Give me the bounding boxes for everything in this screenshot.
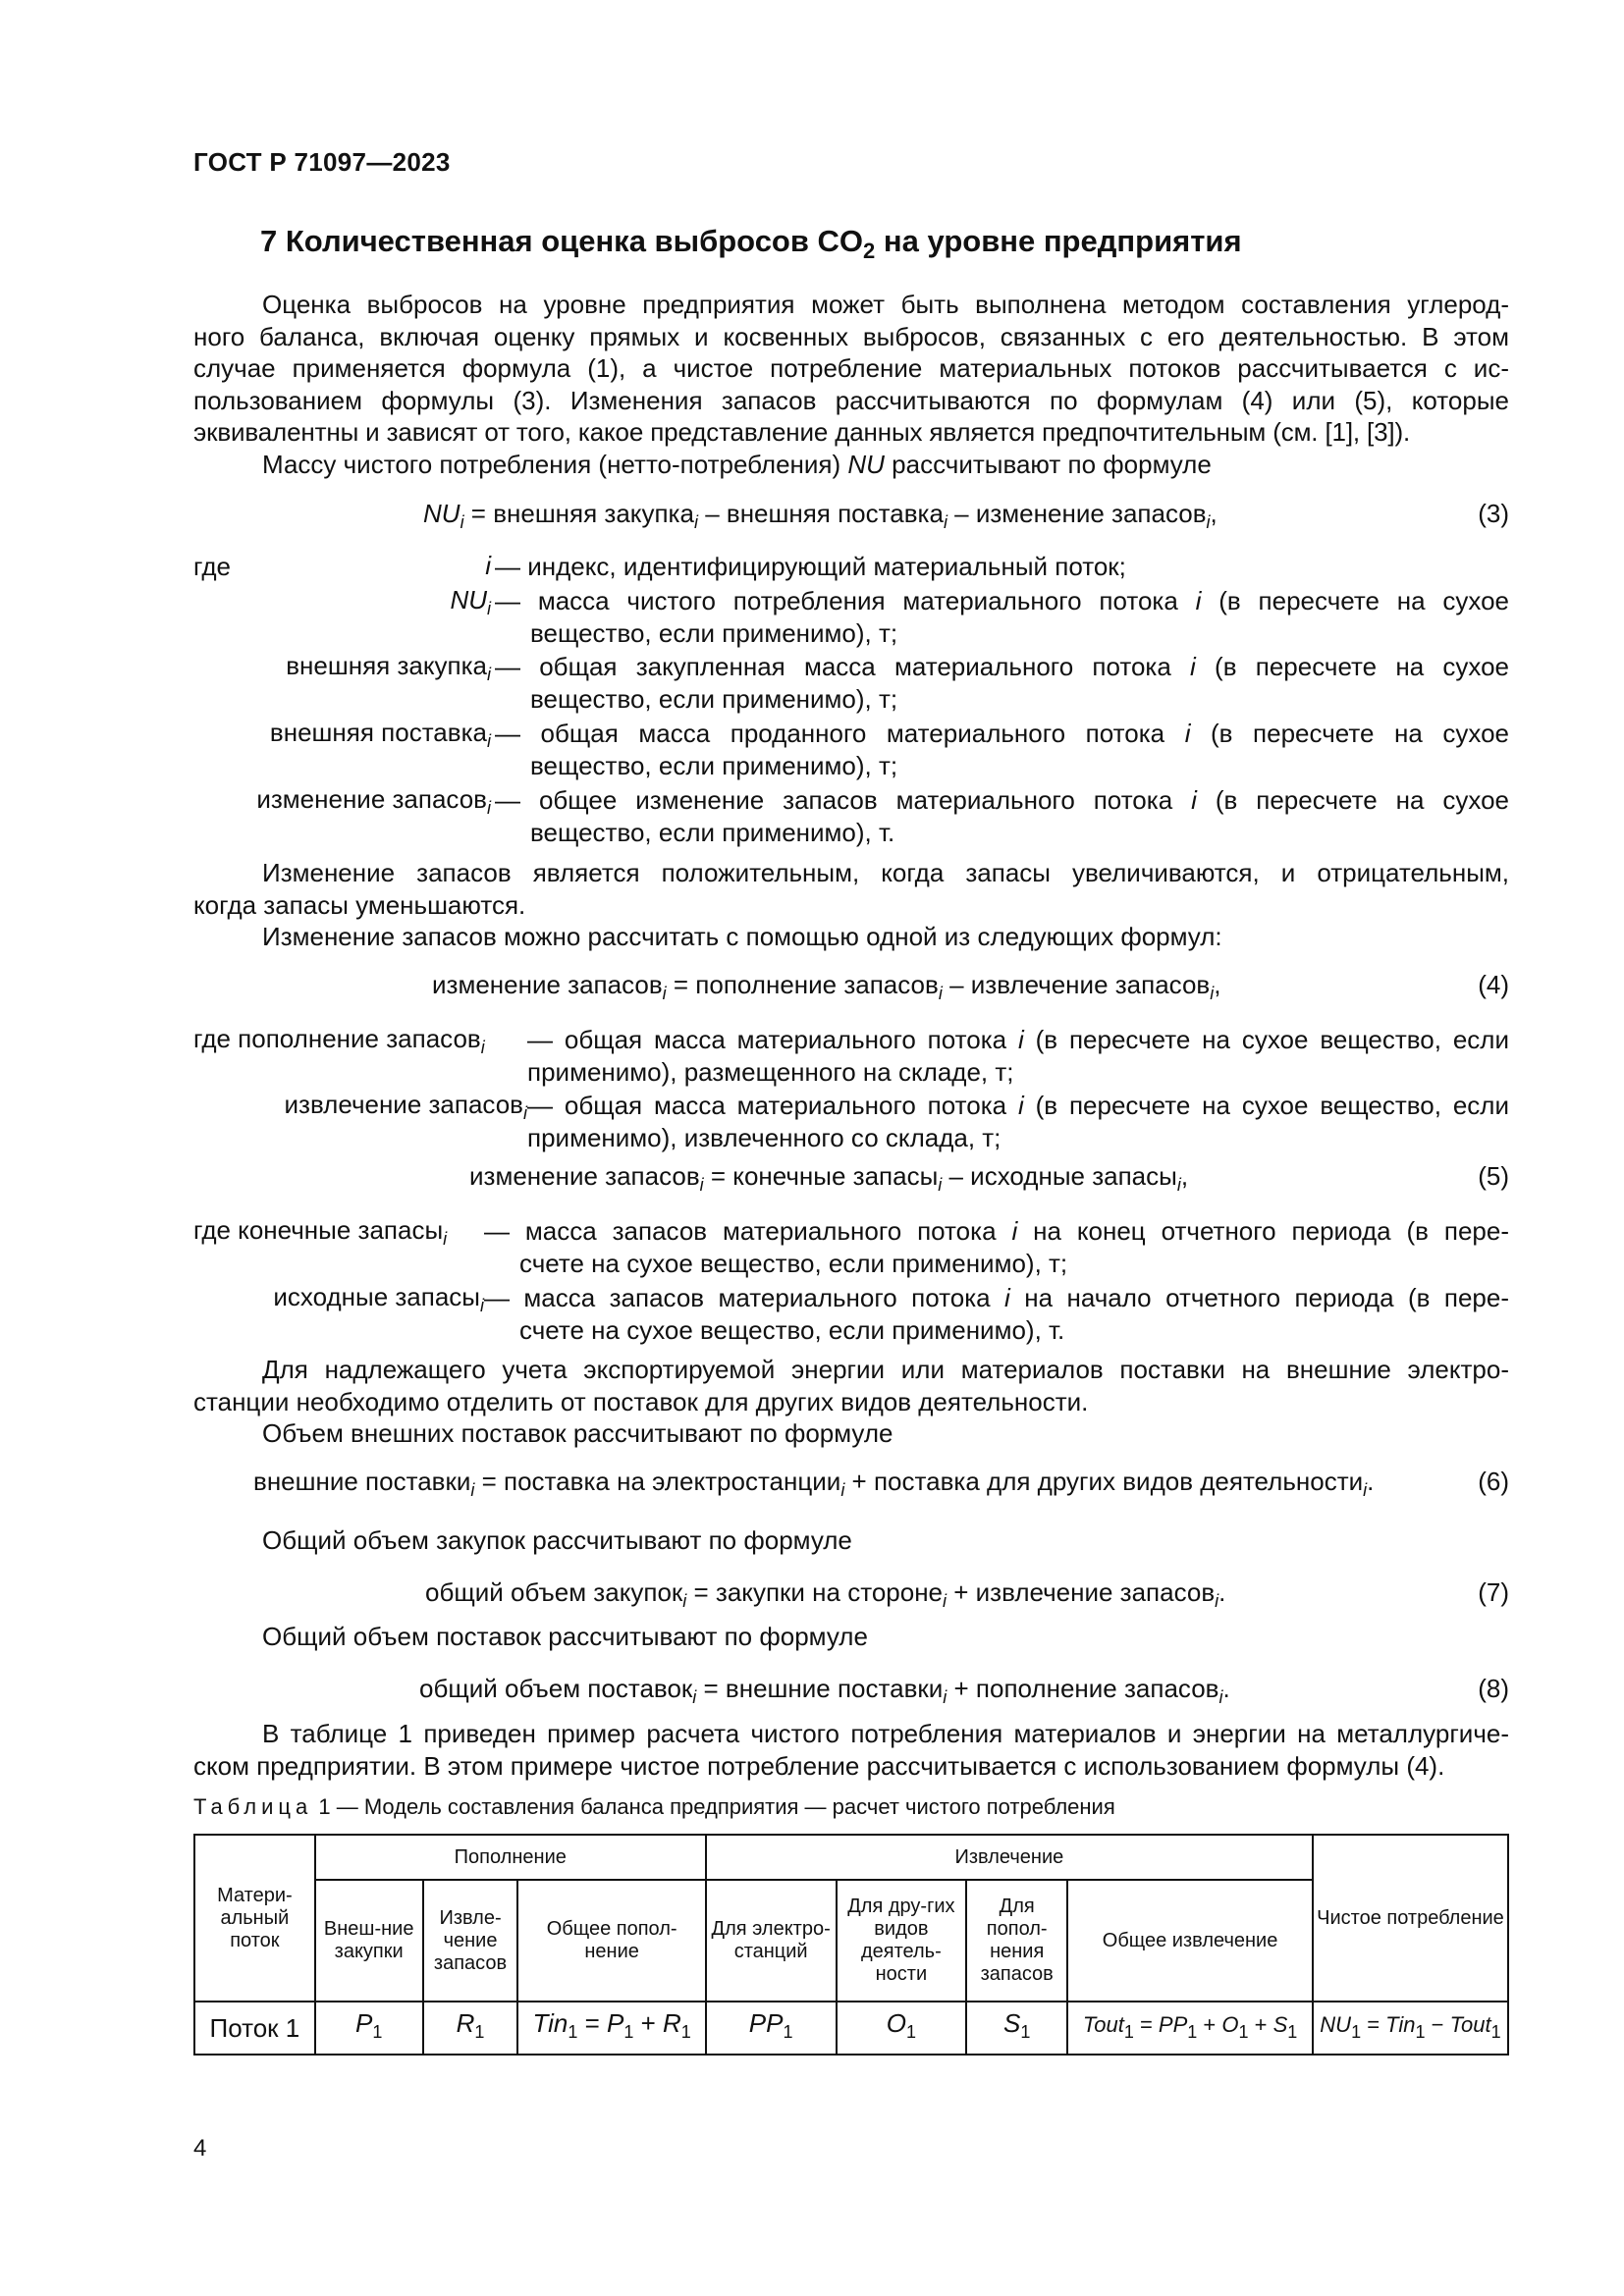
sub-i: i (692, 1687, 697, 1707)
formula-3-number: (3) (1478, 499, 1509, 528)
sym: Tin (532, 2008, 568, 2038)
sub-i: i (943, 1591, 947, 1611)
sub-i: i (682, 1591, 687, 1611)
title-main: 7 Количественная оценка выбросов CO (260, 224, 864, 258)
text: = поставка на электростанции (474, 1467, 841, 1496)
line: станции необходимо отделить от поставок для других видов деятельности. (193, 1386, 1089, 1416)
line (484, 1282, 1509, 1314)
text: — масса запасов материального потока (484, 1216, 1012, 1246)
sym: PP (1158, 2011, 1188, 2037)
sub-i: i (699, 1175, 704, 1195)
text: счете на сухое вещество, если применимо), т. (519, 1314, 1065, 1345)
term: где пополнение запасов (193, 1024, 481, 1053)
line: В таблице 1 приведен пример расчета чистого потребления материалов и энергии на металлургиче- (262, 1719, 1509, 1748)
cell-nu1: $NU_1 = Tin_1$ − Tout$_1$ (1313, 2002, 1508, 2055)
sym: R (456, 2008, 475, 2038)
formula-3 (423, 499, 1218, 533)
term: извлечение запасов (284, 1090, 523, 1119)
sub-i: i (693, 512, 698, 532)
sym: P (607, 2008, 624, 2038)
sub: 1 (474, 2022, 485, 2042)
intro-line: пользованием формулы (3). Изменения запасов рассчитываются по формулам (4) или (5), которые (193, 385, 1509, 415)
text: . (1367, 1467, 1375, 1496)
text: вещество, если применимо), т; (530, 683, 898, 714)
text: внешние поставки (253, 1467, 471, 1496)
sub: 1 (1187, 2021, 1198, 2042)
text: — масса чистого потребления материального потока (495, 586, 1196, 615)
def-term (485, 551, 491, 581)
stock-change-paragraph (193, 857, 1509, 953)
sub-i: i (487, 665, 491, 684)
intro-paragraph (193, 289, 1509, 480)
header-replenishment: Пополнение (315, 1835, 706, 1880)
caption-text: 1 — Модель составления баланса предприятия — расчет чистого потребления (312, 1794, 1115, 1819)
sub: 1 (905, 2022, 916, 2042)
text: — масса запасов материального потока (484, 1283, 1005, 1312)
line (495, 585, 1509, 617)
title-end: на уровне предприятия (875, 224, 1242, 258)
header-for-restocking: Для попол-нения запасов (966, 1880, 1067, 2002)
cell-o1 (837, 2002, 967, 2055)
text: = закупки на стороне (686, 1577, 944, 1607)
text: , (1210, 499, 1218, 528)
sub-i: i (840, 1480, 845, 1500)
text: вещество, если применимо), т. (530, 817, 895, 847)
text: применимо), размещенного на складе, т; (527, 1056, 1014, 1087)
def-term (286, 651, 491, 685)
text: – исходные запасы (942, 1161, 1177, 1191)
intro-line: ного баланса, включая оценку прямых и косвенных выбросов, связанных с его деятельностью. В этом (193, 321, 1509, 351)
sub-i: i (938, 1175, 943, 1195)
sub-i: i (662, 984, 667, 1003)
sub-i: i (943, 1687, 947, 1707)
i: i (1004, 1283, 1010, 1312)
def-term (450, 585, 491, 619)
sub-i: i (1218, 1687, 1223, 1707)
sub: 1 (623, 2022, 634, 2042)
def-term (193, 1024, 485, 1058)
text: — общая масса материального потока (527, 1025, 1018, 1054)
balance-table (193, 1834, 1509, 2056)
table-subheader-row (194, 1880, 1508, 2002)
nu-intro-line (193, 449, 1509, 481)
text: . (1222, 1674, 1230, 1703)
text: – изменение запасов (947, 499, 1207, 528)
text: – внешняя поставка (697, 499, 944, 528)
cell-pp1 (706, 2002, 837, 2055)
deliveries-paragraph (193, 1621, 1509, 1653)
text: изменение запасов (432, 970, 663, 999)
line: Общий объем закупок рассчитывают по формуле (262, 1525, 852, 1555)
text: , (1214, 970, 1221, 999)
sym: O (1221, 2011, 1239, 2037)
line: Объем внешних поставок рассчитывают по формуле (262, 1418, 893, 1448)
term: внешняя закупка (286, 651, 487, 680)
sym: Tin (1385, 2011, 1416, 2037)
text: (в пересчете на сухое вещество, если (1023, 1025, 1509, 1054)
term: исходные запасы (273, 1282, 480, 1311)
sym: Tout (1082, 2011, 1124, 2037)
sub: 1 (1287, 2021, 1298, 2042)
sub-i: i (1206, 512, 1211, 532)
i: i (1195, 586, 1202, 615)
intro-line: случае применяется формула (1), а чистое потребление материальных потоков рассчитывается с ис- (193, 353, 1509, 383)
i: i (1017, 1025, 1024, 1054)
def-term (273, 1282, 484, 1316)
cell-s1 (966, 2002, 1067, 2055)
sym: PP (748, 2008, 784, 2038)
line: ском предприятии. В этом примере чистое потребление рассчитывается с использованием формулы (4). (193, 1750, 1445, 1781)
table-row (194, 2002, 1508, 2055)
text: счете на сухое вещество, если применимо), т; (519, 1248, 1068, 1278)
sub: 1 (1351, 2021, 1362, 2042)
def-term (285, 1090, 527, 1124)
cell-tin1: $Tin_1 = P_1 + R_1$ (517, 2002, 705, 2055)
text: изменение запасов (469, 1161, 700, 1191)
where-label: где (193, 552, 231, 581)
header-total-replenishment: Общее попол-нение (517, 1880, 705, 2002)
table-intro-paragraph (193, 1718, 1509, 1782)
text: = пополнение запасов (666, 970, 939, 999)
sub: 1 (568, 2022, 578, 2042)
sub-i: i (1215, 1591, 1219, 1611)
sub-i: i (1363, 1480, 1368, 1500)
def-term (256, 784, 491, 819)
text: (в пересчете на сухое вещество, если (1023, 1091, 1509, 1120)
sym: Tout (1449, 2011, 1491, 2037)
text: общий объем закупок (425, 1577, 683, 1607)
line: Изменение запасов можно рассчитать с помощью одной из следующих формул: (262, 922, 1222, 951)
formula-4-number: (4) (1478, 970, 1509, 999)
line: Для надлежащего учета экспортируемой энергии или материалов поставки на внешние электро- (262, 1355, 1509, 1384)
def-text (495, 651, 1509, 715)
line: Общий объем поставок рассчитывают по формуле (262, 1622, 868, 1651)
i: i (1184, 719, 1191, 748)
title-subscript: 2 (863, 239, 876, 263)
cell-p1 (315, 2002, 423, 2055)
export-paragraph (193, 1354, 1509, 1450)
formula-7 (425, 1577, 1225, 1612)
text: – извлечение запасов (942, 970, 1211, 999)
sub: 1 (1020, 2022, 1031, 2042)
formula-5-number: (5) (1478, 1161, 1509, 1191)
text: , (1180, 1161, 1189, 1191)
sub-i: i (443, 1229, 448, 1249)
text: вещество, если применимо), т; (530, 617, 898, 648)
def-term (270, 718, 491, 752)
header-extraction: Извлечение (706, 1835, 1313, 1880)
text: (в пересчете на сухое (1196, 785, 1509, 815)
sub-i: i (523, 1103, 527, 1123)
def-text (484, 1215, 1509, 1279)
sub-i: i (1210, 984, 1215, 1003)
text: = внешние поставки (696, 1674, 944, 1703)
text: = конечные запасы (703, 1161, 939, 1191)
def-text (495, 718, 1509, 781)
formula-7-number: (7) (1478, 1577, 1509, 1607)
sub-i: i (938, 984, 943, 1003)
text: — общее изменение запасов материального потока (495, 785, 1192, 815)
nu-symbol: NU (847, 449, 885, 479)
def-text (484, 1282, 1509, 1346)
text: (в пересчете на сухое (1190, 719, 1510, 748)
line: когда запасы уменьшаются. (193, 889, 526, 920)
text: Массу чистого потребления (нетто-потребления) (262, 449, 848, 479)
sub-i: i (460, 512, 464, 532)
header-total-extraction: Общее извлечение (1067, 1880, 1313, 2002)
table-header-row (194, 1835, 1508, 1880)
line (495, 784, 1509, 817)
text: (в пересчете на сухое (1195, 652, 1510, 681)
sub-i: i (480, 1296, 484, 1315)
page-number: 4 (193, 2135, 207, 2162)
sub-i: i (487, 731, 491, 751)
def-text: — индекс, идентифицирующий материальный поток; (495, 552, 1126, 581)
sym: R (663, 2008, 681, 2038)
header-external-purchases: Внеш-ние закупки (315, 1880, 423, 2002)
i: i (1190, 652, 1196, 681)
line (484, 1215, 1509, 1248)
doc-code-header: ГОСТ Р 71097—2023 (193, 147, 451, 177)
formula-8-number: (8) (1478, 1674, 1509, 1703)
table-caption (193, 1794, 1115, 1820)
line (495, 718, 1509, 750)
text: . (1218, 1577, 1226, 1607)
header-for-power-plants: Для электро-станций (706, 1880, 837, 2002)
term: i (485, 551, 491, 580)
term: внешняя поставка (269, 718, 487, 747)
text: применимо), извлеченного со склада, т; (527, 1122, 1001, 1152)
formula-4 (432, 970, 1220, 1004)
i: i (1017, 1091, 1024, 1120)
def-term (193, 1215, 447, 1250)
sub-i: i (470, 1480, 475, 1500)
text: (в пересчете на сухое (1201, 586, 1509, 615)
text: на начало отчетного периода (в пере- (1009, 1283, 1509, 1312)
cell-tout1: Tout$_1$ = $PP_1 + O_1 + S_1$ (1067, 2002, 1313, 2055)
text: + поставка для других видов деятельности (844, 1467, 1364, 1496)
sub-i: i (487, 599, 491, 618)
text: — общая масса материального потока (527, 1091, 1018, 1120)
line: Изменение запасов является положительным, когда запасы увеличиваются, и отрицательным, (262, 858, 1509, 887)
i: i (1191, 785, 1197, 815)
sub-i: i (487, 798, 491, 818)
def-text (527, 1090, 1509, 1153)
def-text (527, 1024, 1509, 1088)
def-text (495, 585, 1509, 649)
formula-8 (419, 1674, 1230, 1708)
cell-r1 (423, 2002, 518, 2055)
sym: O (886, 2008, 906, 2038)
sym: S (1272, 2011, 1288, 2037)
nu-symbol: NU (423, 499, 460, 528)
header-net-consumption: Чистое потребление (1313, 1835, 1508, 2002)
sub: 1 (372, 2022, 383, 2042)
intro-line: Оценка выбросов на уровне предприятия может быть выполнена методом составления углерод- (262, 290, 1509, 319)
text: + извлечение запасов (947, 1577, 1216, 1607)
caption-word: Таблица (193, 1794, 313, 1819)
sub: 1 (1415, 2021, 1426, 2042)
i: i (1011, 1216, 1018, 1246)
text: — общая масса проданного материального потока (495, 719, 1185, 748)
sub: 1 (1123, 2021, 1134, 2042)
sub: 1 (680, 2022, 691, 2042)
text: = внешняя закупка (463, 499, 694, 528)
header-material-flow: Матери-альный поток (194, 1835, 315, 2002)
sub-i: i (1176, 1175, 1181, 1195)
intro-line: эквивалентны и зависят от того, какое представление данных является предпочтительным (см. [1], [3]). (193, 417, 1411, 447)
sub: 1 (783, 2022, 793, 2042)
term: где конечные запасы (193, 1215, 444, 1245)
line (527, 1090, 1509, 1122)
term: NU (450, 585, 487, 614)
text: вещество, если применимо), т; (530, 750, 898, 780)
term: изменение запасов (256, 784, 487, 814)
text: — общая закупленная масса материального потока (495, 652, 1191, 681)
sym: S (1003, 2008, 1021, 2038)
cell-flow-name: Поток 1 (194, 2002, 315, 2055)
purchases-paragraph (193, 1524, 1509, 1557)
sym: P (354, 2008, 373, 2038)
sub-i: i (480, 1038, 485, 1057)
formula-5 (469, 1161, 1188, 1196)
line (495, 651, 1509, 683)
sub: 1 (1238, 2021, 1249, 2042)
sub: 1 (1490, 2021, 1501, 2042)
text: + пополнение запасов (947, 1674, 1219, 1703)
formula-6 (253, 1467, 1374, 1501)
line (527, 1024, 1509, 1056)
header-for-other-activities: Для дру-гих видов деятель-ности (837, 1880, 967, 2002)
text: общий объем поставок (419, 1674, 693, 1703)
text: на конец отчетного периода (в пере- (1017, 1216, 1509, 1246)
sym: NU (1320, 2011, 1352, 2037)
header-stock-extraction: Извле-чение запасов (423, 1880, 518, 2002)
formula-6-number: (6) (1478, 1467, 1509, 1496)
text: рассчитывают по формуле (884, 449, 1212, 479)
sub-i: i (943, 512, 947, 532)
def-text (495, 784, 1509, 848)
section-title (260, 224, 1242, 264)
